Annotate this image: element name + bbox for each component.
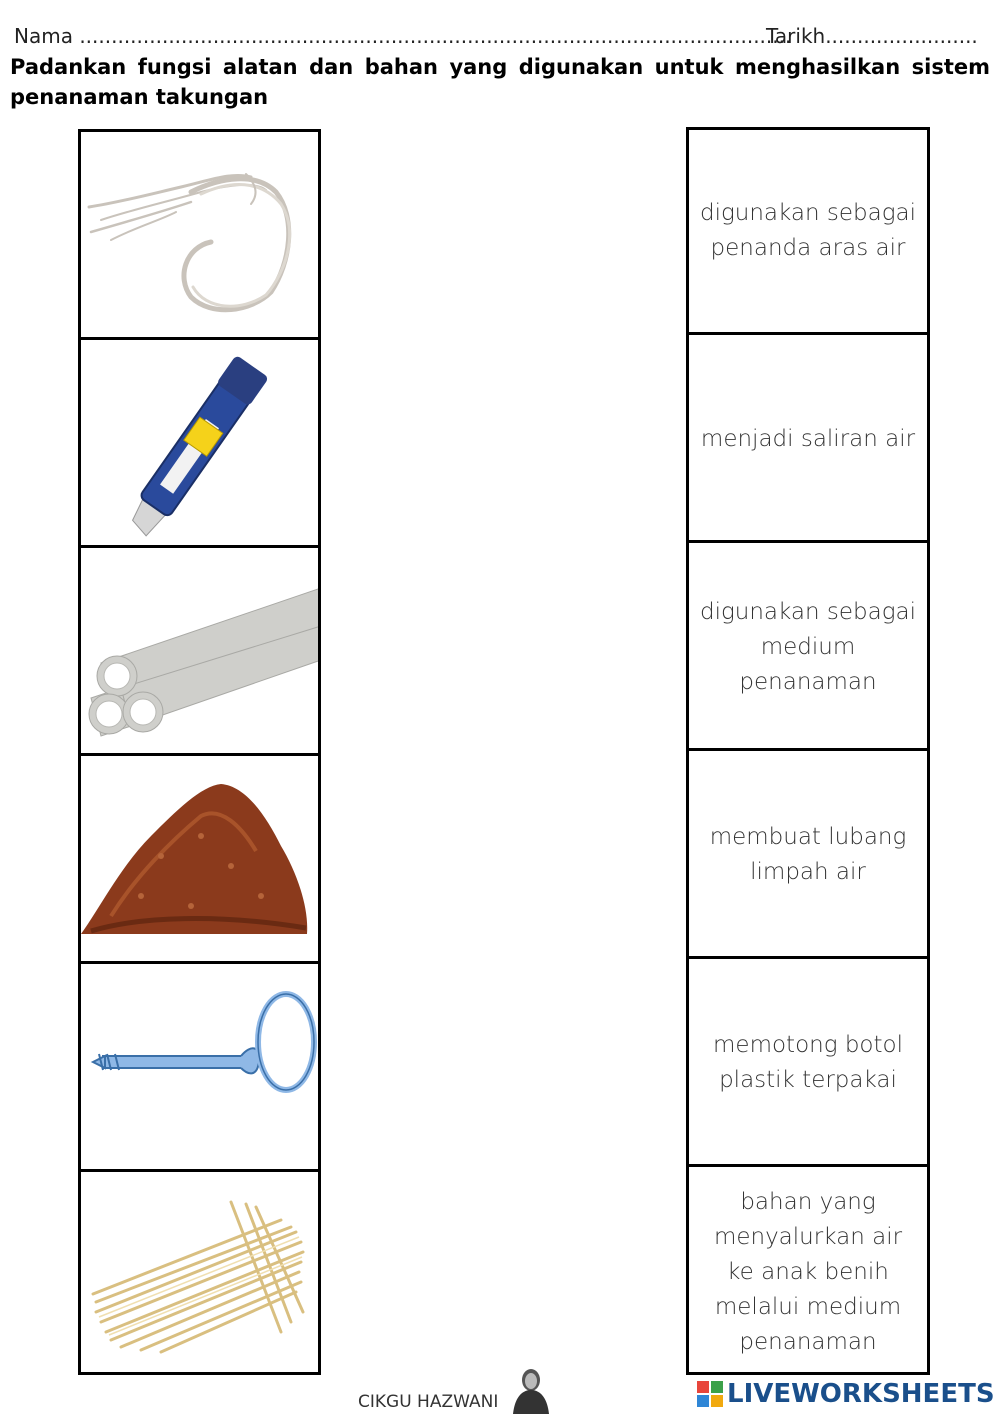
liveworksheets-logo [697,1378,995,1410]
match-item-knife[interactable] [81,340,318,548]
function-box-1[interactable]: digunakan sebagai penanda aras air [689,130,927,335]
function-box-4[interactable]: membuat lubang limpah air [689,754,927,959]
date-field[interactable]: Tarikh........................ [766,24,978,48]
name-field[interactable]: Nama ................................................................................................................ [14,24,792,48]
string-icon [81,132,318,337]
function-box-5[interactable]: memotong botol plastik terpakai [689,962,927,1167]
utility-knife-icon [81,340,318,545]
header-line [14,24,986,52]
author-avatar [509,1366,553,1414]
liveworksheets-mark-icon [697,1381,723,1407]
function-box-3[interactable]: digunakan sebagai medium penanaman [689,546,927,751]
match-item-string[interactable] [81,132,318,340]
author-name: CIKGU HAZWANI [358,1392,499,1412]
function-box-6[interactable]: bahan yang menyalurkan air ke anak benih melalui medium penanaman [713,1189,903,1355]
match-item-pipes[interactable] [81,548,318,756]
hand-drill-icon [81,964,318,1169]
tools-column [78,129,321,1375]
instructions: Padankan fungsi alatan dan bahan yang digunakan untuk menghasilkan sistem penanaman takungan [10,55,990,109]
pvc-pipes-icon [81,548,318,753]
bamboo-skewers-icon [81,1172,318,1372]
brand-text: LIVEWORKSHEETS [727,1379,995,1409]
match-item-cocopeat[interactable] [81,756,318,964]
functions-column [686,127,930,1375]
function-box-2[interactable]: menjadi saliran air [689,338,927,543]
coco-peat-icon [81,756,318,961]
match-item-skewers[interactable] [81,1172,318,1377]
match-item-hand-drill[interactable] [81,964,318,1172]
